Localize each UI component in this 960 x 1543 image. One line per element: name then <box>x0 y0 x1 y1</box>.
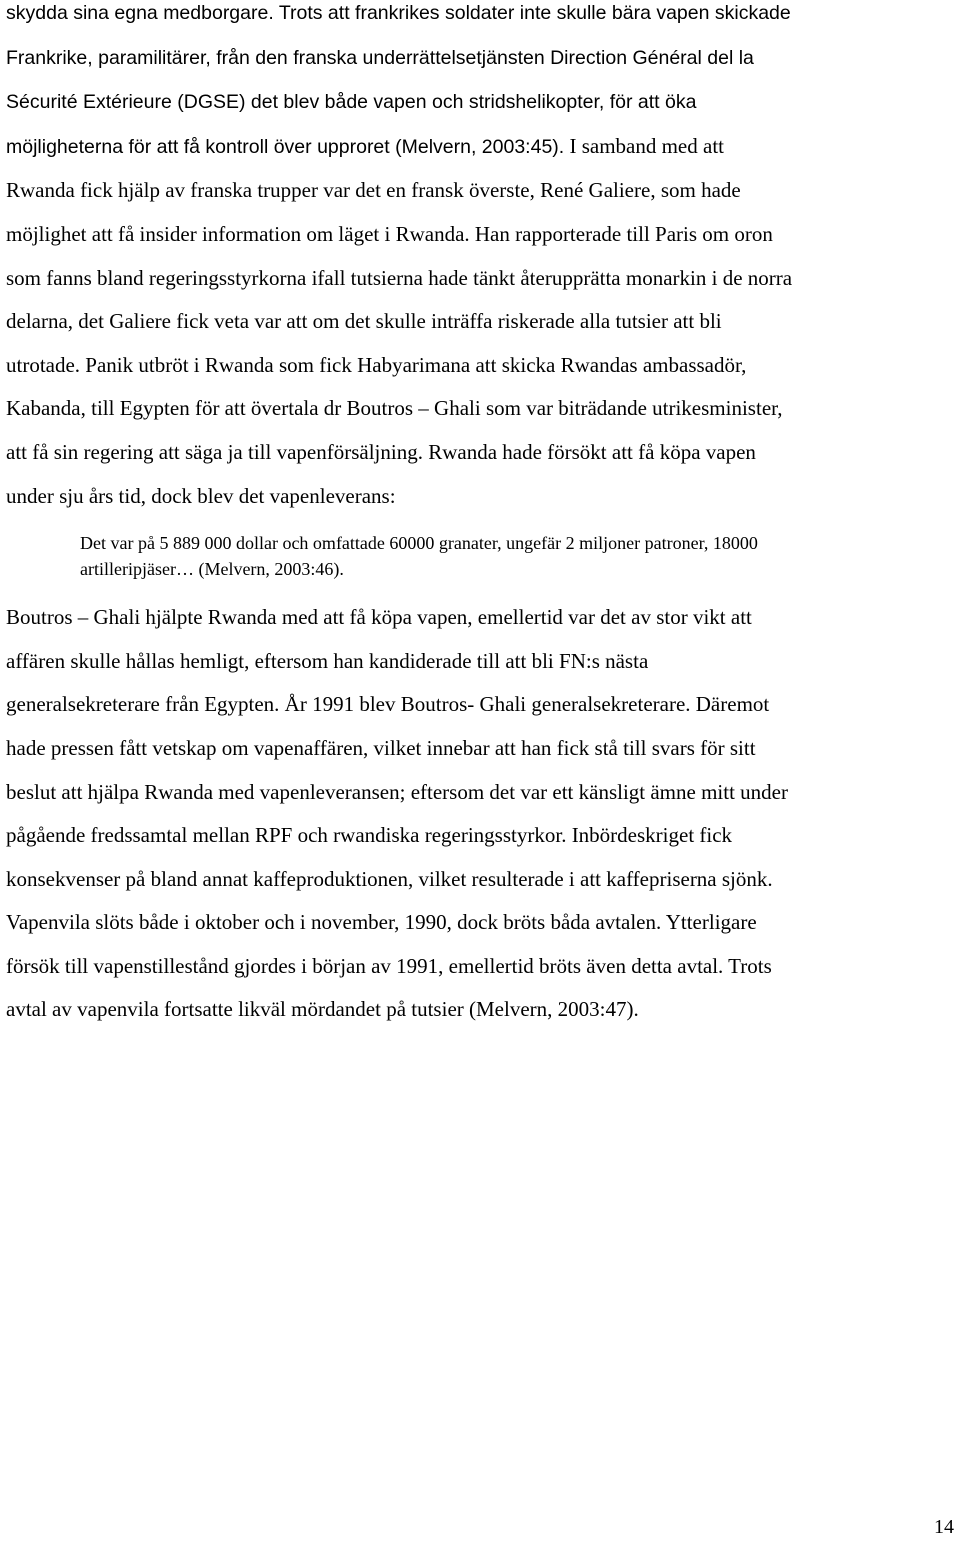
paragraph-1-sans-text: skydda sina egna medborgare. Trots att frankrikes soldater inte skulle bära vapen skickade Frankrike, paramilitärer, från den franska underrättelsetjänsten Direction Général del la Sécurité Extérieure (DGSE) det blev både vapen och stridshelikopter, för att öka möjligheterna för att få kontroll över upproret (Melvern, 2003:45). <box>6 2 791 158</box>
body-paragraph-2: Boutros – Ghali hjälpte Rwanda med att få köpa vapen, emellertid var det av stor vikt att affären skulle hållas hemligt, eftersom han kandiderade till att bli FN:s nästa generalsekreterare från Egypten. År 1991 blev Boutros- Ghali generalsekreterare. Däremot hade pressen fått vetskap om vapenaffären, vilket innebar att han fick stå till svars för sitt beslut att hjälpa Rwanda med vapenleveransen; eftersom det var ett känsligt ämne mitt under pågående fredssamtal mellan RPF och rwandiska regeringsstyrkor. Inbördeskriget fick konsekvenser på bland annat kaffeproduktionen, vilket resulterade i att kaffepriserna sjönk. Vapenvila slöts både i oktober och i november, 1990, dock bröts båda avtalen. Ytterligare försök till vapenstillestånd gjordes i början av 1991, emellertid bröts även detta avtal. Trots avtal av vapenvila fortsatte likväl mördandet på tutsier (Melvern, 2003:47). <box>6 605 788 1022</box>
body-paragraph-1 <box>6 0 952 518</box>
paragraph-1-serif-text: I samband med att Rwanda fick hjälp av franska trupper var det en fransk överste, René Galiere, som hade möjlighet att få insider information om läget i Rwanda. Han rapporterade till Paris om oron som fanns bland regeringsstyrkorna ifall tutsierna hade tänkt återupprätta monarkin i de norra delarna, det Galiere fick veta var att om det skulle inträffa riskerade alla tutsier att bli utrotade. Panik utbröt i Rwanda som fick Habyarimana att skicka Rwandas ambassadör, Kabanda, till Egypten för att övertala dr Boutros – Ghali som var biträdande utrikesminister, att få sin regering att säga ja till vapenförsäljning. Rwanda hade försökt att få köpa vapen under sju års tid, dock blev det vapenleverans: <box>6 133 793 508</box>
page-number: 14 <box>934 1516 954 1538</box>
document-page <box>6 0 952 1032</box>
block-quote: Det var på 5 889 000 dollar och omfattade 60000 granater, ungefär 2 miljoner patroner, 18000 artilleripjäser… (Melvern, 2003:46). <box>80 533 758 580</box>
